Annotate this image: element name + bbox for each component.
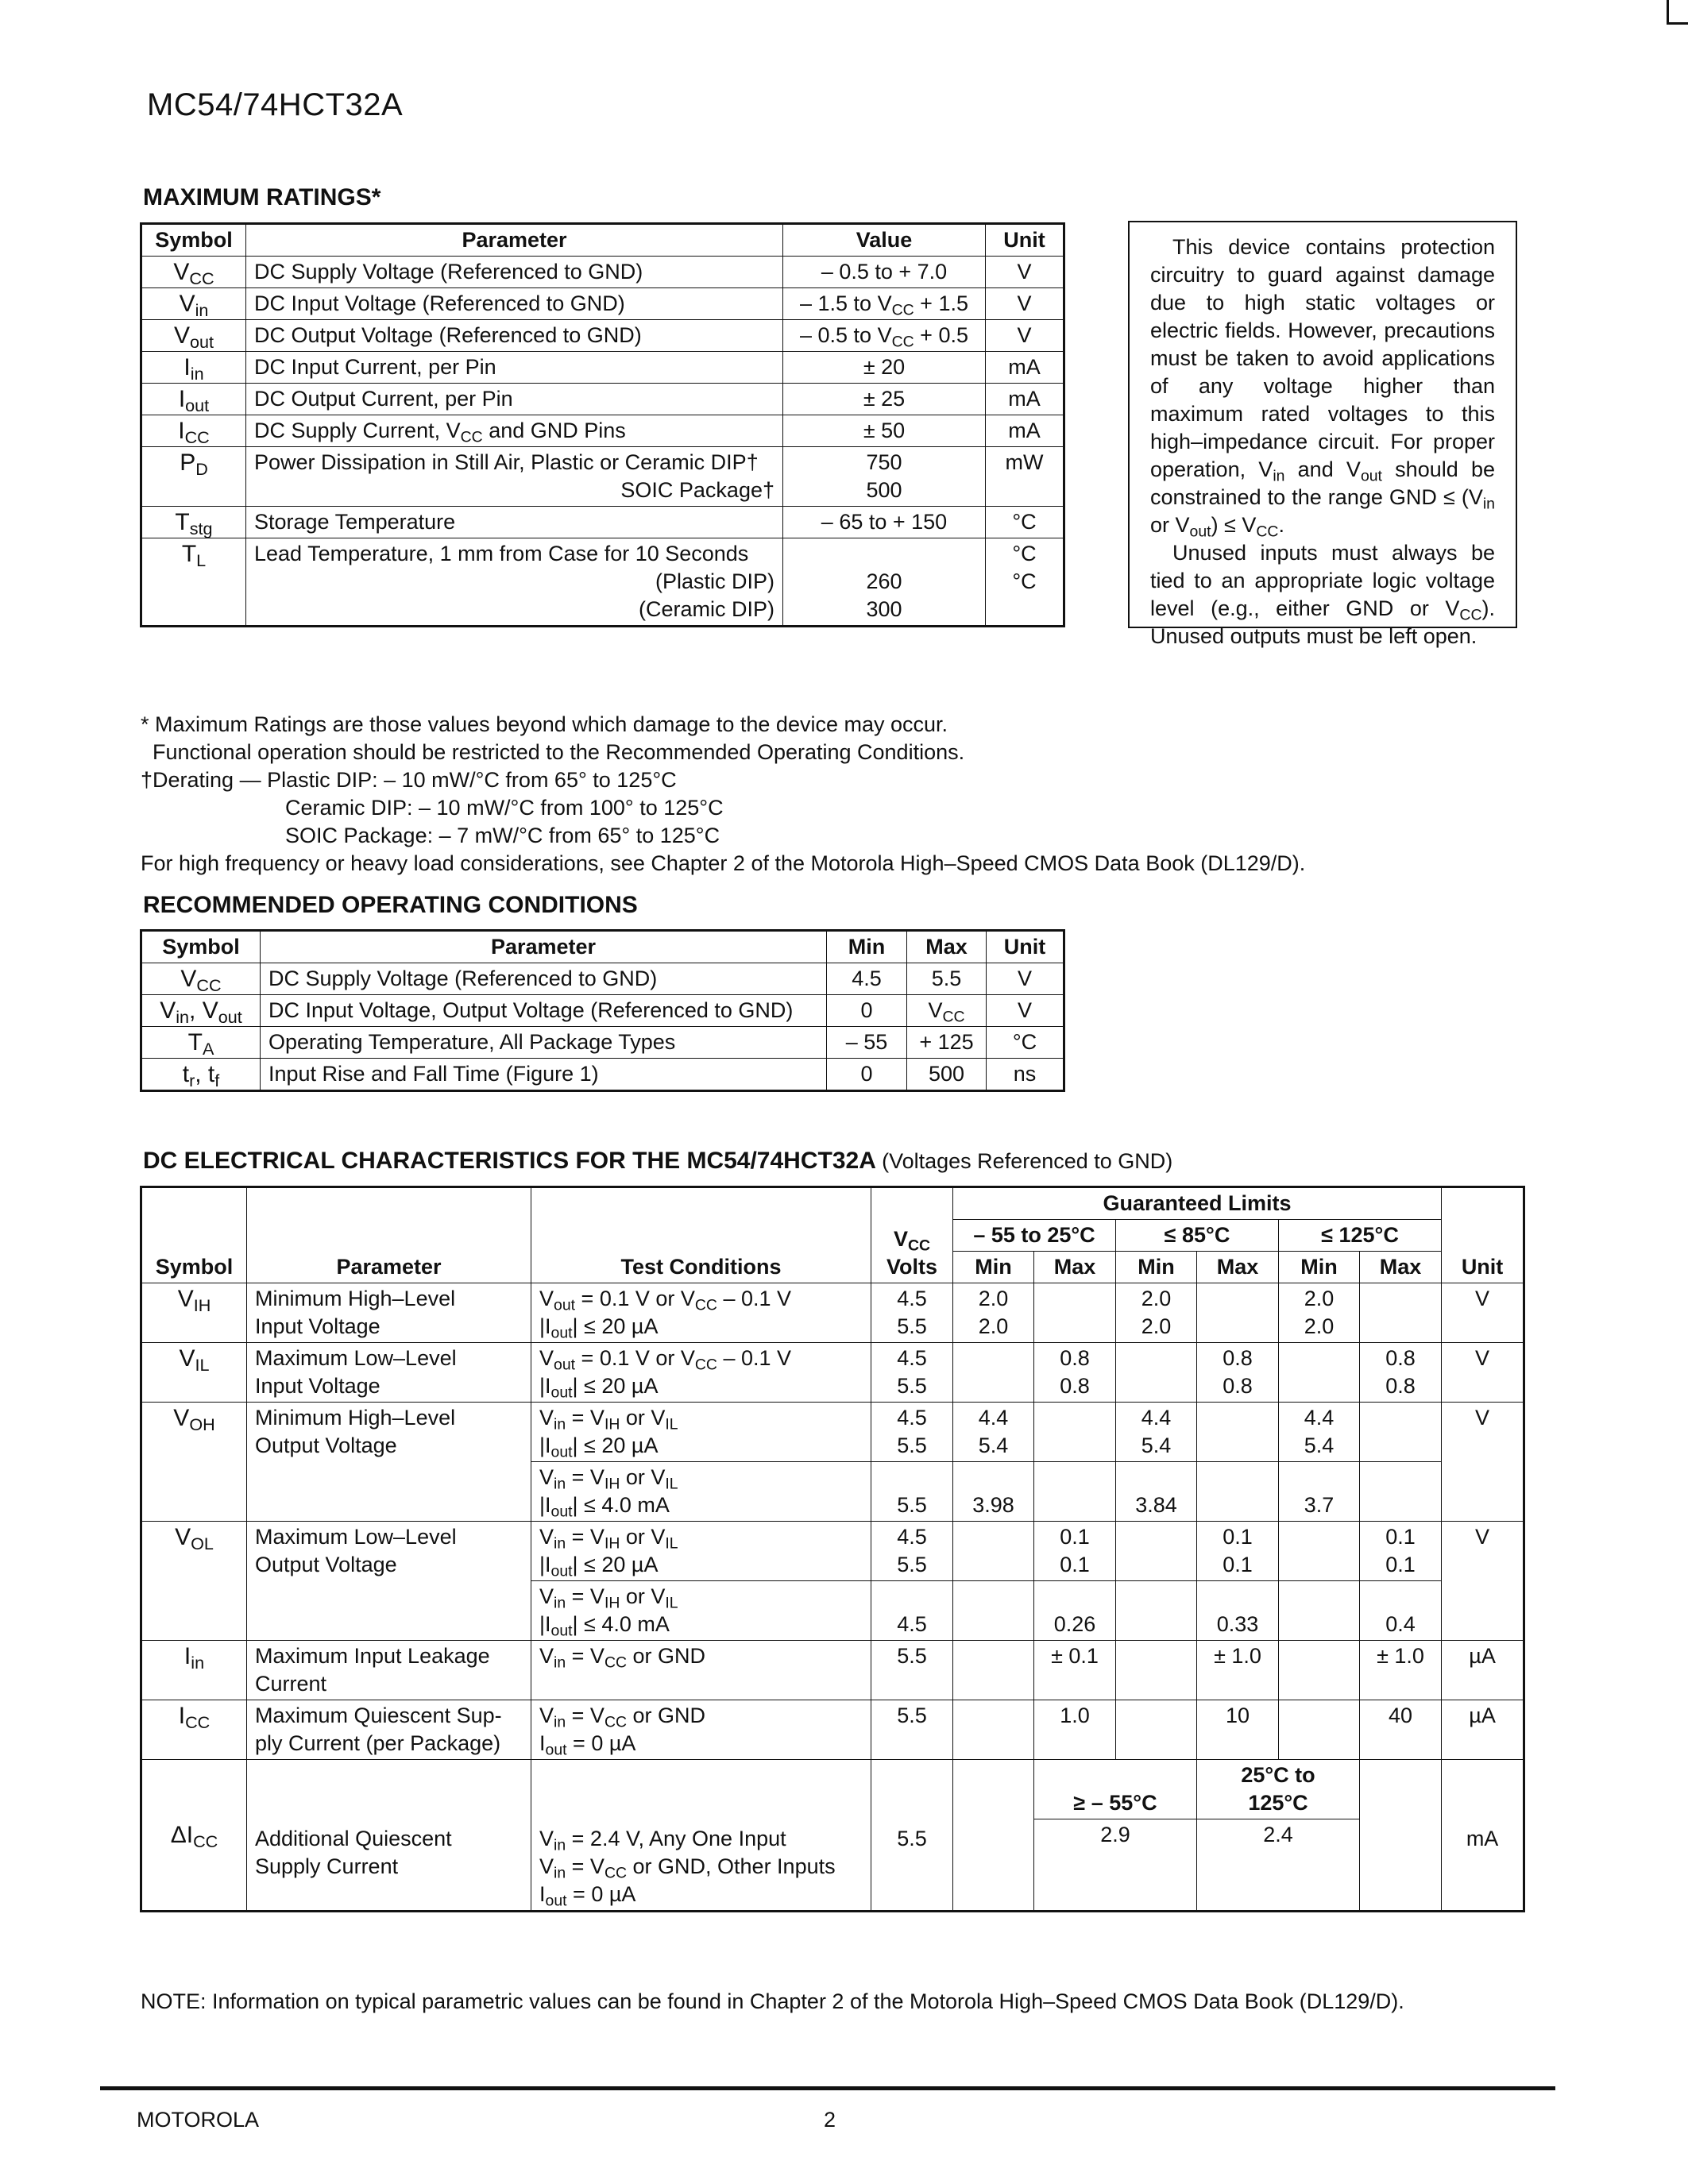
unit-cell: °C	[987, 1027, 1064, 1059]
max-cell: ± 0.1	[1034, 1641, 1116, 1700]
col-max: Max	[1197, 1252, 1279, 1283]
table-row	[141, 1059, 1064, 1091]
unit-cell: ns	[987, 1059, 1064, 1091]
table-row	[141, 447, 1064, 507]
max-cell: 0.8 0.8	[1360, 1343, 1442, 1403]
min-cell	[1116, 1343, 1197, 1403]
unit-cell: V	[1442, 1403, 1524, 1522]
symbol-iin: $I_{in}$	[141, 352, 246, 384]
range-header: ≤ 125°C	[1279, 1220, 1442, 1252]
min-cell: 4.5	[827, 963, 907, 995]
table-row	[141, 1343, 1524, 1403]
value-cell: – 0.5 to + 7.0	[783, 257, 986, 288]
parameter-cell: Maximum Low–Level Input Voltage	[247, 1343, 531, 1403]
max-cell	[1034, 1462, 1116, 1522]
footer-brand: MOTOROLA	[137, 2108, 260, 2132]
unit-cell: mW	[986, 447, 1064, 507]
parameter-cell: Storage Temperature	[246, 507, 783, 538]
col-max: Max	[1360, 1252, 1442, 1283]
parameter-cell: Additional Quiescent Supply Current	[247, 1760, 531, 1912]
max-cell	[1034, 1283, 1116, 1343]
min-cell: 2.0 2.0	[953, 1283, 1034, 1343]
parameter-cell: DC Supply Current, $V_{CC}$ and GND Pins	[246, 415, 783, 447]
table-row	[141, 995, 1064, 1027]
max-cell	[1197, 1462, 1279, 1522]
symbol-icc: $I_{CC}$	[141, 415, 246, 447]
value-cell: 750 500	[783, 447, 986, 507]
delta-icc-range-header: 25°C to 125°C	[1197, 1760, 1360, 1819]
max-cell	[1360, 1760, 1442, 1912]
parameter-cell: DC Input Voltage, Output Voltage (Referenced to GND)	[261, 995, 827, 1027]
min-cell: – 55	[827, 1027, 907, 1059]
symbol-delta-icc: $\Delta I_{CC}$	[141, 1760, 247, 1912]
corner-crop-mark	[1667, 0, 1688, 25]
col-min: Min	[1279, 1252, 1360, 1283]
table-row	[141, 1283, 1524, 1343]
note-line: For high frequency or heavy load considerations, see Chapter 2 of the Motorola High–Speed CMOS Data Book (DL129/D).	[141, 851, 1306, 875]
page-header-title: MC54/74HCT32A	[147, 87, 404, 122]
parameter-cell: Maximum Low–Level Output Voltage	[247, 1522, 531, 1641]
value-cell: 260 300	[783, 538, 986, 627]
parameter-cell: Lead Temperature, 1 mm from Case for 10 Seconds (Plastic DIP) (Ceramic DIP)	[246, 538, 783, 627]
col-symbol: Symbol	[141, 1187, 247, 1283]
symbol-tr-tf: $t_r$, $t_f$	[141, 1059, 261, 1091]
col-test-conditions: Test Conditions	[531, 1187, 871, 1283]
min-cell	[953, 1522, 1034, 1581]
table-row	[141, 384, 1064, 415]
symbol-ta: $T_A$	[141, 1027, 261, 1059]
parameter-cell: Power Dissipation in Still Air, Plastic or Ceramic DIP† SOIC Package†	[246, 447, 783, 507]
max-ratings-notes	[141, 711, 1305, 878]
col-unit: Unit	[987, 931, 1064, 963]
value-cell: – 0.5 to $V_{CC} + 0.5$	[783, 320, 986, 352]
min-cell	[1116, 1581, 1197, 1641]
col-symbol: Symbol	[141, 931, 261, 963]
table-row	[141, 1700, 1524, 1760]
parameter-cell: Minimum High–Level Input Voltage	[247, 1283, 531, 1343]
max-cell: 1.0	[1034, 1700, 1116, 1760]
test-cell: $V_{in} = V_{CC}$ or GND	[531, 1641, 871, 1700]
symbol-vout: $V_{out}$	[141, 320, 246, 352]
min-cell	[1279, 1700, 1360, 1760]
note-line: SOIC Package: – 7 mW/°C from 65° to 125°C	[285, 824, 720, 847]
vcc-cell: 4.5 5.5	[871, 1522, 953, 1581]
unit-cell: V	[986, 320, 1064, 352]
min-cell	[1116, 1641, 1197, 1700]
max-cell: 5.5	[907, 963, 987, 995]
col-parameter: Parameter	[246, 224, 783, 257]
max-cell	[1197, 1403, 1279, 1462]
table-header-row	[141, 224, 1064, 257]
unit-cell: V	[1442, 1283, 1524, 1343]
table-row	[141, 1027, 1064, 1059]
min-cell: 3.98	[953, 1462, 1034, 1522]
max-cell: 0.8 0.8	[1197, 1343, 1279, 1403]
parameter-cell: Operating Temperature, All Package Types	[261, 1027, 827, 1059]
test-cell: $V_{in} = V_{IH}$ or $V_{IL}$ $|I_{out}| \le 20$ µA	[531, 1522, 871, 1581]
vcc-cell: 4.5 5.5	[871, 1403, 953, 1462]
symbol-tstg: $T_{stg}$	[141, 507, 246, 538]
table-row	[141, 1522, 1524, 1581]
unit-cell: °C	[986, 507, 1064, 538]
min-cell: 3.7	[1279, 1462, 1360, 1522]
max-cell: $V_{CC}$	[907, 995, 987, 1027]
test-cell: $V_{out} = 0.1$ V or $V_{CC} - 0.1$ V $|I_{out}| \le 20$ µA	[531, 1343, 871, 1403]
value-cell: – 1.5 to $V_{CC} + 1.5$	[783, 288, 986, 320]
max-ratings-title: MAXIMUM RATINGS*	[143, 184, 381, 210]
vcc-cell: 4.5	[871, 1581, 953, 1641]
value-cell: ± 25	[783, 384, 986, 415]
table-header-row	[141, 931, 1064, 963]
unit-cell: mA	[986, 415, 1064, 447]
max-cell: 0.8 0.8	[1034, 1343, 1116, 1403]
table-row	[141, 963, 1064, 995]
table-row	[141, 507, 1064, 538]
max-cell	[1360, 1462, 1442, 1522]
col-max: Max	[907, 931, 987, 963]
unit-cell: V	[1442, 1343, 1524, 1403]
table-row	[141, 257, 1064, 288]
symbol-vcc: $V_{CC}$	[141, 963, 261, 995]
min-cell	[953, 1343, 1034, 1403]
max-cell: 500	[907, 1059, 987, 1091]
dc-char-note: NOTE: Information on typical parametric values can be found in Chapter 2 of the Motorola High–Speed CMOS Data Book (DL129/D).	[141, 1989, 1404, 2013]
unit-cell: µA	[1442, 1700, 1524, 1760]
symbol-vcc: $V_{CC}$	[141, 257, 246, 288]
table-row	[141, 1760, 1524, 1819]
table-row	[141, 538, 1064, 627]
min-cell	[953, 1581, 1034, 1641]
test-cell: $V_{in} = V_{IH}$ or $V_{IL}$ $|I_{out}| \le 20$ µA	[531, 1403, 871, 1462]
delta-icc-value: 2.4	[1197, 1819, 1360, 1912]
max-cell: 0.1 0.1	[1360, 1522, 1442, 1581]
unit-cell: mA	[986, 352, 1064, 384]
unit-cell: mA	[1442, 1760, 1524, 1912]
parameter-cell: DC Input Voltage (Referenced to GND)	[246, 288, 783, 320]
col-min: Min	[1116, 1252, 1197, 1283]
notice-paragraph: Unused inputs must always be tied to an appropriate logic voltage level (e.g., either GND or $V_{CC}$). Unused outputs must be left open.	[1150, 541, 1495, 648]
min-cell	[953, 1641, 1034, 1700]
vcc-cell: 5.5	[871, 1462, 953, 1522]
delta-icc-value: 2.9	[1034, 1819, 1197, 1912]
col-unit: Unit	[1442, 1187, 1524, 1283]
parameter-cell: DC Output Voltage (Referenced to GND)	[246, 320, 783, 352]
col-unit: Unit	[986, 224, 1064, 257]
test-cell: $V_{out} = 0.1$ V or $V_{CC} - 0.1$ V $|I_{out}| \le 20$ µA	[531, 1283, 871, 1343]
test-cell: $V_{in} = V_{CC}$ or GND $I_{out} = 0$ µA	[531, 1700, 871, 1760]
max-cell: ± 1.0	[1360, 1641, 1442, 1700]
test-cell: $V_{in} = V_{IH}$ or $V_{IL}$ $|I_{out}| \le 4.0$ mA	[531, 1462, 871, 1522]
parameter-cell: DC Output Current, per Pin	[246, 384, 783, 415]
symbol-vih: $V_{IH}$	[141, 1283, 247, 1343]
symbol-iin: $I_{in}$	[141, 1641, 247, 1700]
guaranteed-limits-header: Guaranteed Limits	[953, 1187, 1442, 1220]
vcc-cell: 4.5 5.5	[871, 1283, 953, 1343]
symbol-iout: $I_{out}$	[141, 384, 246, 415]
min-cell: 3.84	[1116, 1462, 1197, 1522]
min-cell	[1279, 1522, 1360, 1581]
max-cell: 0.1 0.1	[1034, 1522, 1116, 1581]
dc-char-title: DC ELECTRICAL CHARACTERISTICS FOR THE MC54/74HCT32A (Voltages Referenced to GND)	[143, 1148, 1173, 1174]
max-cell	[1360, 1403, 1442, 1462]
rec-op-title: RECOMMENDED OPERATING CONDITIONS	[143, 892, 638, 918]
min-cell: 4.4 5.4	[953, 1403, 1034, 1462]
min-cell: 2.0 2.0	[1116, 1283, 1197, 1343]
min-cell	[1116, 1522, 1197, 1581]
unit-cell: °C °C	[986, 538, 1064, 627]
min-cell: 4.4 5.4	[1116, 1403, 1197, 1462]
symbol-vin-vout: $V_{in}$, $V_{out}$	[141, 995, 261, 1027]
col-symbol: Symbol	[141, 224, 246, 257]
unit-cell: V	[987, 995, 1064, 1027]
vcc-cell: 5.5	[871, 1760, 953, 1912]
unit-cell: V	[986, 288, 1064, 320]
min-cell	[1279, 1581, 1360, 1641]
parameter-cell: Maximum Input Leakage Current	[247, 1641, 531, 1700]
min-cell: 4.4 5.4	[1279, 1403, 1360, 1462]
max-cell	[1197, 1283, 1279, 1343]
value-cell: ± 50	[783, 415, 986, 447]
test-cell: $V_{in} = V_{IH}$ or $V_{IL}$ $|I_{out}| \le 4.0$ mA	[531, 1581, 871, 1641]
vcc-cell: 5.5	[871, 1641, 953, 1700]
parameter-cell: DC Input Current, per Pin	[246, 352, 783, 384]
range-header: ≤ 85°C	[1116, 1220, 1279, 1252]
table-row	[141, 415, 1064, 447]
note-line: Ceramic DIP: – 10 mW/°C from 100° to 125°C	[285, 796, 724, 820]
table-header-row	[141, 1187, 1524, 1220]
max-cell: 0.4	[1360, 1581, 1442, 1641]
table-row	[141, 352, 1064, 384]
symbol-voh: $V_{OH}$	[141, 1403, 247, 1522]
test-cell: $V_{in} = 2.4$ V, Any One Input $V_{in} = V_{CC}$ or GND, Other Inputs $I_{out} = 0$ µA	[531, 1760, 871, 1912]
max-cell	[1360, 1283, 1442, 1343]
col-min: Min	[827, 931, 907, 963]
symbol-icc: $I_{CC}$	[141, 1700, 247, 1760]
col-vcc: $V_{CC}$ Volts	[871, 1187, 953, 1283]
parameter-cell: Input Rise and Fall Time (Figure 1)	[261, 1059, 827, 1091]
min-cell	[953, 1700, 1034, 1760]
parameter-cell: DC Supply Voltage (Referenced to GND)	[261, 963, 827, 995]
unit-cell: V	[986, 257, 1064, 288]
min-cell	[953, 1760, 1034, 1912]
value-cell: – 65 to + 150	[783, 507, 986, 538]
notice-paragraph: This device contains protection circuitry to guard against damage due to high static voltages or electric fields. However, precautions must be taken to avoid applications of any voltage higher than maximum rated voltages to this high–impedance circuit. For proper operation, $V_{in}$ and $V_{out}$ should be constrained to the range GND ≤ ($V_{in}$ or $V_{out}) \le V_{CC}$.	[1150, 235, 1495, 541]
value-cell: ± 20	[783, 352, 986, 384]
min-cell: 2.0 2.0	[1279, 1283, 1360, 1343]
range-header: – 55 to 25°C	[953, 1220, 1116, 1252]
max-cell: 0.33	[1197, 1581, 1279, 1641]
unit-cell: V	[987, 963, 1064, 995]
rec-op-table	[140, 929, 1065, 1092]
unit-cell: V	[1442, 1522, 1524, 1641]
vcc-cell: 5.5	[871, 1700, 953, 1760]
max-ratings-table	[140, 222, 1065, 627]
note-line: Functional operation should be restricted to the Recommended Operating Conditions.	[153, 740, 965, 764]
min-cell: 0	[827, 995, 907, 1027]
note-line: * Maximum Ratings are those values beyond which damage to the device may occur.	[141, 712, 948, 736]
col-max: Max	[1034, 1252, 1116, 1283]
col-min: Min	[953, 1252, 1034, 1283]
col-value: Value	[783, 224, 986, 257]
parameter-cell: Maximum Quiescent Sup- ply Current (per Package)	[247, 1700, 531, 1760]
max-cell: 0.1 0.1	[1197, 1522, 1279, 1581]
footer-rule	[100, 2086, 1555, 2090]
note-line: †Derating — Plastic DIP: – 10 mW/°C from 65° to 125°C	[141, 768, 677, 792]
col-parameter: Parameter	[261, 931, 827, 963]
max-cell: ± 1.0	[1197, 1641, 1279, 1700]
unit-cell: mA	[986, 384, 1064, 415]
page-number: 2	[824, 2108, 836, 2132]
table-row	[141, 288, 1064, 320]
delta-icc-range-header: ≥ – 55°C	[1034, 1760, 1197, 1819]
min-cell	[1279, 1343, 1360, 1403]
min-cell: 0	[827, 1059, 907, 1091]
symbol-tl: $T_L$	[141, 538, 246, 627]
max-cell: 10	[1197, 1700, 1279, 1760]
symbol-vil: $V_{IL}$	[141, 1343, 247, 1403]
symbol-vol: $V_{OL}$	[141, 1522, 247, 1641]
min-cell	[1116, 1700, 1197, 1760]
vcc-cell: 4.5 5.5	[871, 1343, 953, 1403]
col-parameter: Parameter	[247, 1187, 531, 1283]
symbol-vin: $V_{in}$	[141, 288, 246, 320]
max-cell	[1034, 1403, 1116, 1462]
esd-protection-notice	[1128, 221, 1517, 648]
parameter-cell: Minimum High–Level Output Voltage	[247, 1403, 531, 1522]
unit-cell: µA	[1442, 1641, 1524, 1700]
table-row	[141, 320, 1064, 352]
max-cell: + 125	[907, 1027, 987, 1059]
dc-char-table	[140, 1186, 1525, 1912]
min-cell	[1279, 1641, 1360, 1700]
parameter-cell: DC Supply Voltage (Referenced to GND)	[246, 257, 783, 288]
symbol-pd: $P_D$	[141, 447, 246, 507]
max-cell: 0.26	[1034, 1581, 1116, 1641]
table-row	[141, 1641, 1524, 1700]
table-row	[141, 1403, 1524, 1462]
max-cell: 40	[1360, 1700, 1442, 1760]
